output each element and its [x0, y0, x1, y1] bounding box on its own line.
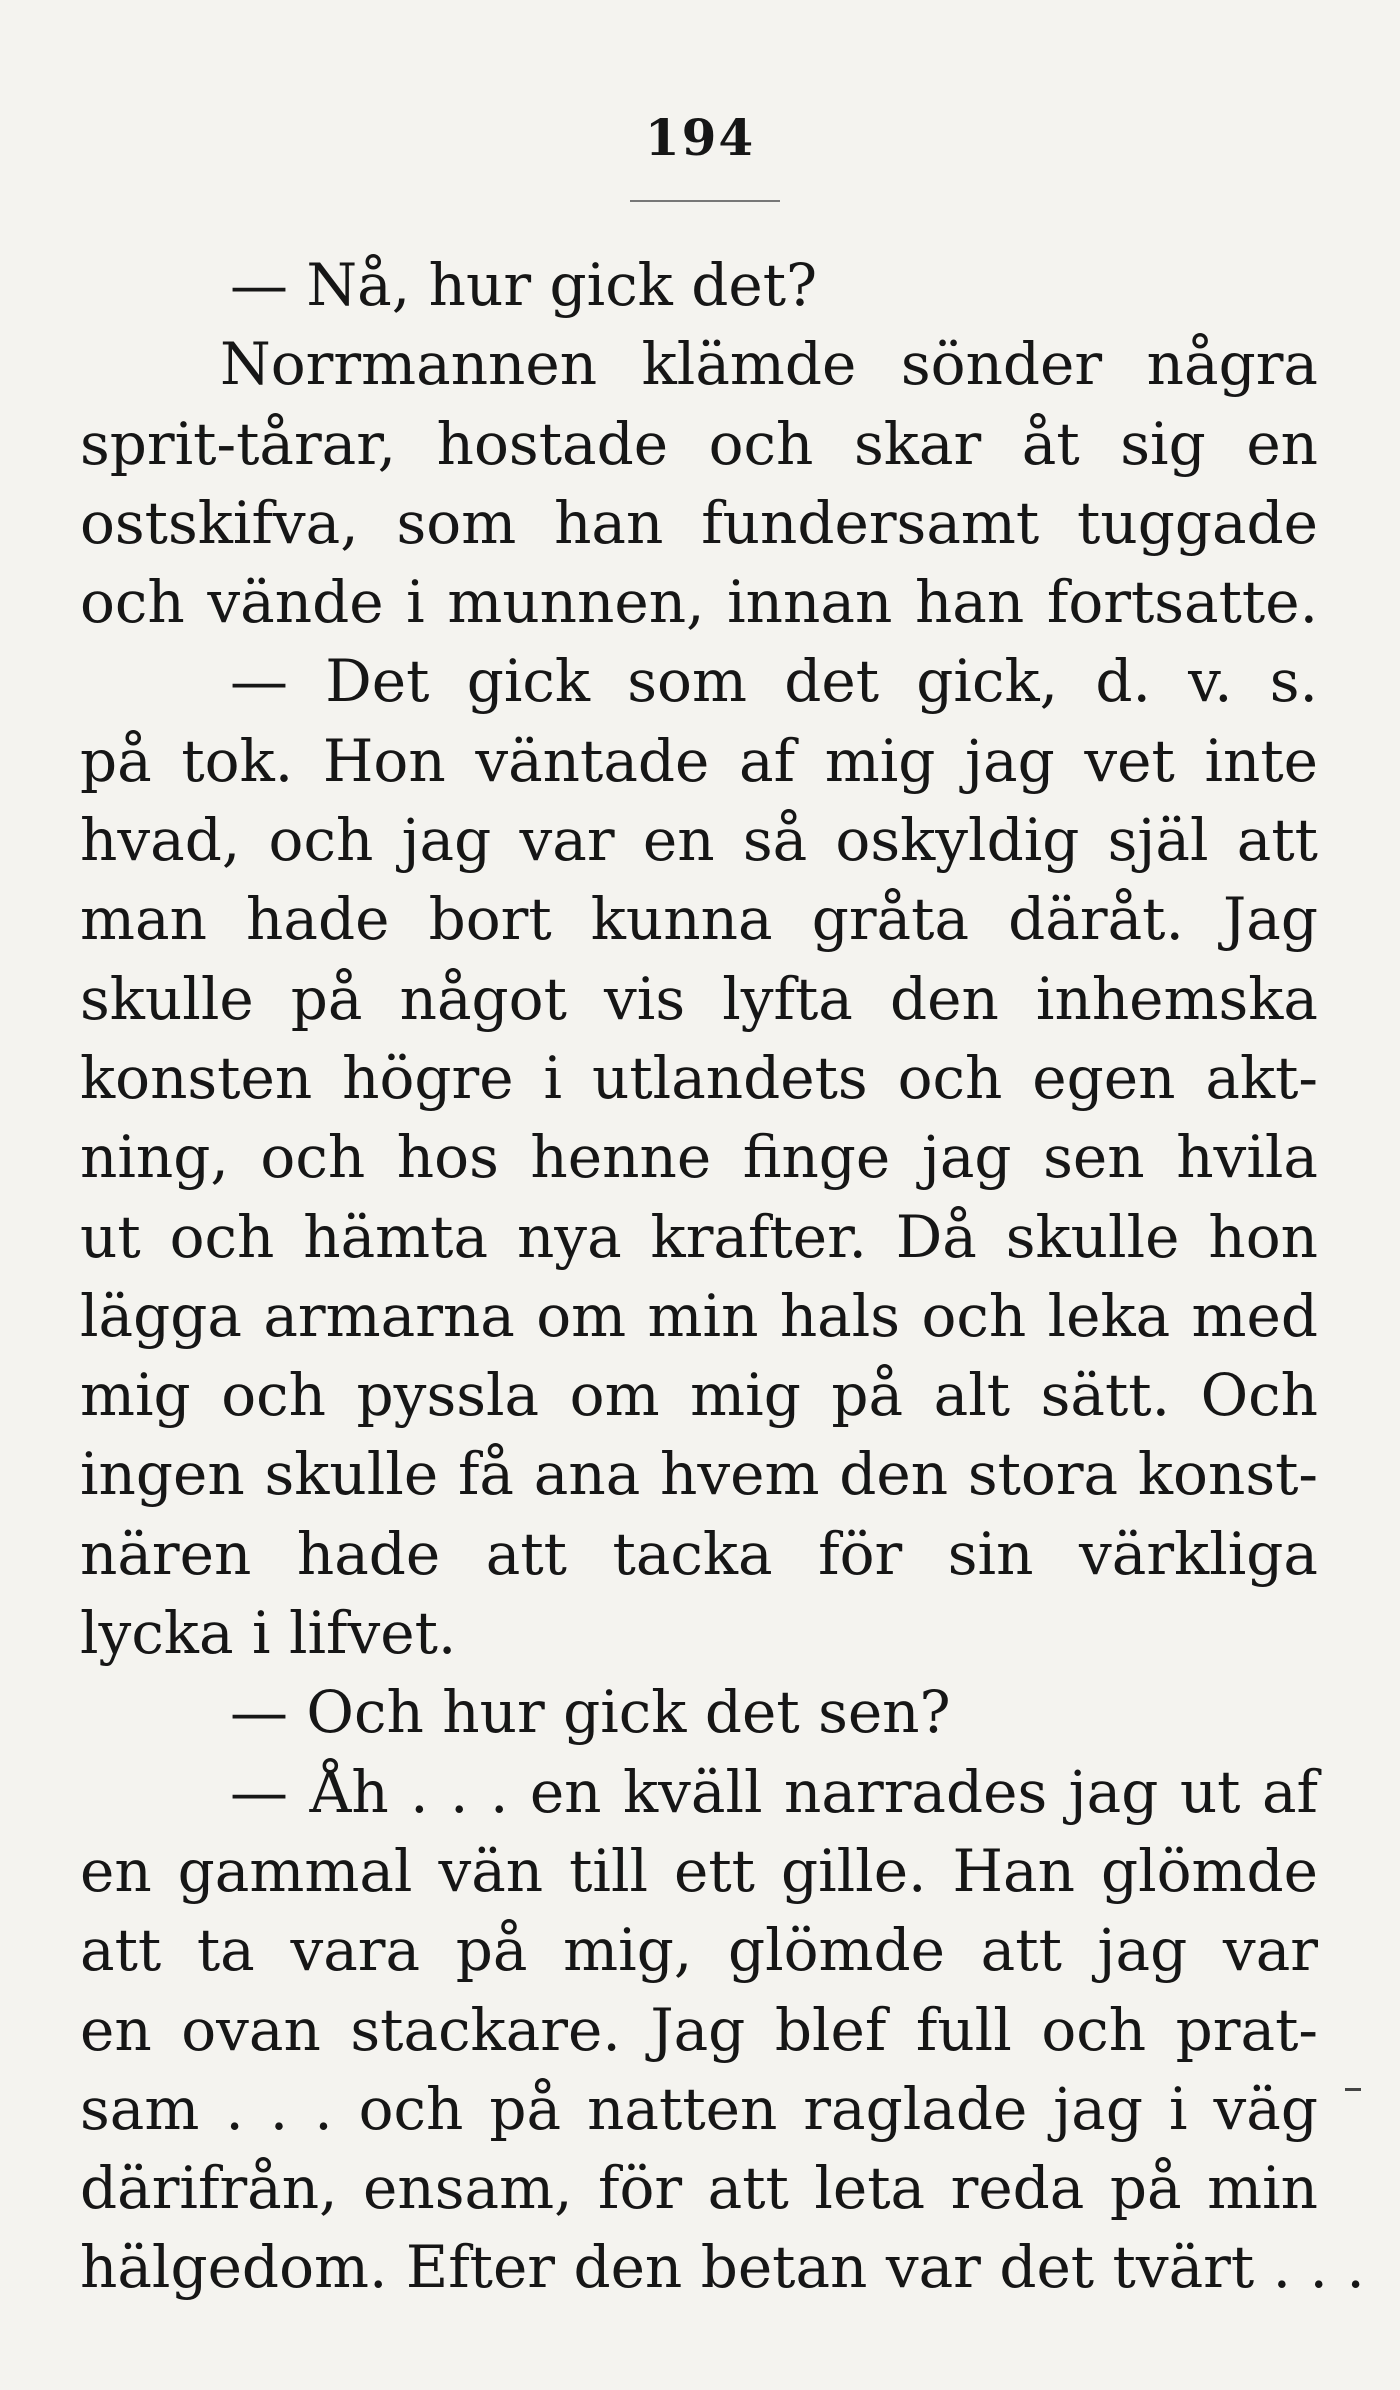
- text-line: konsten högre i utlandets och egen akt-: [80, 1043, 1318, 1112]
- text-line: — Åh . . . en kväll narrades jag ut af: [230, 1757, 1318, 1826]
- text-line: mig och pyssla om mig på alt sätt. Och: [80, 1361, 1318, 1430]
- text-line: Norrmannen klämde sönder några: [220, 330, 1318, 399]
- text-line: ning, och hos henne finge jag sen hvila: [80, 1123, 1318, 1192]
- body-text: [80, 246, 1365, 2308]
- text-line: därifrån, ensam, för att leta reda på min: [80, 2154, 1318, 2223]
- text-line: att ta vara på mig, glömde att jag var: [80, 1916, 1318, 1985]
- text-line: ostskifva, som han fundersamt tuggade: [80, 488, 1318, 557]
- text-line: sprit-tårar, hostade och skar åt sig en: [80, 409, 1318, 478]
- text-line: och vände i munnen, innan han fortsatte.: [80, 568, 1318, 637]
- text-line: — Och hur gick det sen?: [230, 1678, 951, 1747]
- text-line: man hade bort kunna gråta däråt. Jag: [80, 885, 1318, 954]
- text-line: nären hade att tacka för sin värkliga: [80, 1519, 1318, 1588]
- text-line: en ovan stackare. Jag blef full och prat-: [80, 1995, 1318, 2064]
- text-line: — Det gick som det gick, d. v. s.: [230, 647, 1318, 716]
- text-line: skulle på något vis lyfta den inhemska: [80, 964, 1318, 1033]
- margin-mark: [1345, 2088, 1361, 2091]
- text-line: lägga armarna om min hals och leka med: [80, 1281, 1318, 1350]
- header-rule: [630, 200, 780, 202]
- text-line: på tok. Hon väntade af mig jag vet inte: [80, 726, 1318, 795]
- text-line: lycka i lifvet.: [80, 1599, 457, 1668]
- text-line: sam . . . och på natten raglade jag i väg: [80, 2074, 1318, 2143]
- text-line: ut och hämta nya krafter. Då skulle hon: [80, 1202, 1318, 1271]
- text-line: en gammal vän till ett gille. Han glömde: [80, 1836, 1318, 1905]
- text-line: ingen skulle få ana hvem den stora konst-: [80, 1440, 1318, 1509]
- text-line: — Nå, hur gick det?: [230, 251, 818, 319]
- text-line: hälgedom. Efter den betan var det tvärt . . .: [80, 2233, 1365, 2302]
- page-number: 194: [644, 108, 756, 167]
- text-line: hvad, och jag var en så oskyldig själ att: [80, 806, 1318, 875]
